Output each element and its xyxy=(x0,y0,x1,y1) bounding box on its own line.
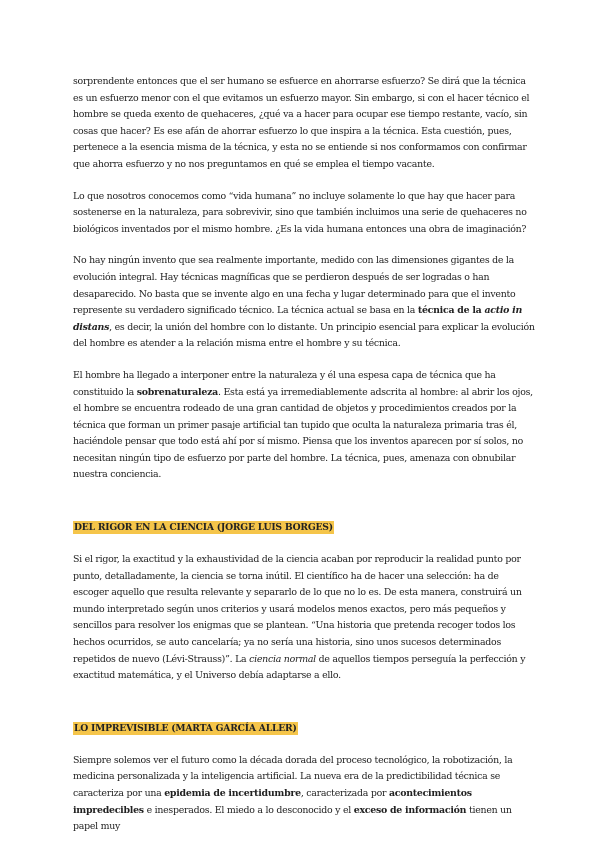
text-run: El hombre ha llegado a interponer entre la naturaleza y él una espesa capa de técnica que ha constituido la xyxy=(73,369,496,398)
text-run: tienen un papel muy xyxy=(73,804,512,833)
text-run: , caracterizada por xyxy=(300,788,389,799)
italic-actio-in-distans: actio in distans xyxy=(73,305,523,333)
text-run: . Esta está ya irremediablemente adscrita al hombre: al abrir los ojos, el hombre se encuentra rodeado de una gran cantidad de objetos y procedimientos creados por la técnica que forman un primer pasaje artificial tan tupido que oculta la naturaleza primaria tras él, haciéndole pensar que todo está ahí por sí mismo. Piensa que los inventos aparecen por sí solos, no necesitan ningún tipo de esfuerzo por parte del hombre. La técnica, pues, amenaza con obnubilar nuestra conciencia. xyxy=(73,386,533,481)
paragraph-invento xyxy=(73,253,535,353)
italic-ciencia-normal: ciencia normal xyxy=(249,653,316,665)
text-run: Si el rigor, la exactitud y la exhaustividad de la ciencia acaban por reproducir la realidad punto por punto, detalladamente, la ciencia se torna inútil. El científico ha de hacer una selección: ha de escoger aquello que resulta relevante y separarlo de lo que no lo es. De esta manera, construirá un mundo interpretado según unos criterios y usará modelos menos exactos, pero más pequeños y sencillos para resolver los enigmas que se plantean. “Una historia que pretenda recoger todos los hechos ocurridos, se auto cancelaría; ya no sería una historia, sino unos sucesos determinados repetidos de nuevo (Lévi-Strauss)”. La xyxy=(73,554,522,665)
paragraph-rigor xyxy=(73,552,535,685)
heading-highlight: DEL RIGOR EN LA CIENCIA (JORGE LUIS BORGES) xyxy=(74,522,333,534)
paragraph-vida-humana: Lo que nosotros conocemos como “vida humana” no incluye solamente lo que hay que hacer para sostenerse en la naturaleza, para sobrevivir, sino que también incluimos una serie de quehaceres no biológicos inventados por el mismo hombre. ¿Es la vida humana entonces una obra de imaginación? xyxy=(73,190,527,235)
paragraph-imprevisible xyxy=(73,753,535,836)
bold-acontecimientos: acontecimientos impredecibles xyxy=(73,788,472,816)
paragraph-sobrenaturaleza xyxy=(73,368,535,484)
text-run: e inesperados. El miedo a lo desconocido y el xyxy=(143,804,354,816)
bold-epidemia: epidemia de incertidumbre xyxy=(164,788,301,799)
section-heading-imprevisible xyxy=(73,722,535,736)
document-page xyxy=(73,74,535,836)
paragraph-esfuerzo: sorprendente entonces que el ser humano se esfuerce en ahorrarse esfuerzo? Se dirá que la técnica es un esfuerzo menor con el que evitamos un esfuerzo mayor. Sin embargo, si con el hacer técnico el hombre se queda exento de quehaceres, ¿qué va a hacer para ocupar ese tiempo restante, vacío, sin cosas que hacer? Es ese afán de ahorrar esfuerzo lo que inspira a la técnica. Esta cuestión, pues, pertenece a la esencia misma de la técnica, y esta no se entiende si nos conformamos con confirmar que ahorra esfuerzo y no nos preguntamos en qué se emplea el tiempo vacante. xyxy=(73,76,530,170)
bold-exceso-informacion: exceso de información xyxy=(353,804,467,816)
section-heading-rigor xyxy=(73,521,535,535)
text-run: Siempre solemos ver el futuro como la década dorada del proceso tecnológico, la robotización, la medicina personalizada y la inteligencia artificial. La nueva era de la predictibilidad técnica se caracteriza por una xyxy=(73,754,513,799)
heading-highlight: LO IMPREVISIBLE (MARTA GARCÍA ALLER) xyxy=(74,722,297,734)
text-run: de aquellos tiempos perseguía la perfección y exactitud matemática, y el Universo debía adaptarse a ello. xyxy=(73,653,526,682)
text-run: No hay ningún invento que sea realmente importante, medido con las dimensiones gigantes de la evolución integral. Hay técnicas magníficas que se perdieron después de ser logradas o han desaparecido. No basta que se invente algo en una fecha y lugar determinado para que el invento represente su verdadero significado técnico. La técnica actual se basa en la xyxy=(73,255,516,317)
bold-text: técnica de la xyxy=(417,305,485,317)
bold-sobrenaturaleza: sobrenaturaleza xyxy=(136,386,218,398)
text-run: , es decir, la unión del hombre con lo distante. Un principio esencial para explicar la evolución del hombre es atender a la relación misma entre el hombre y su técnica. xyxy=(73,321,535,350)
